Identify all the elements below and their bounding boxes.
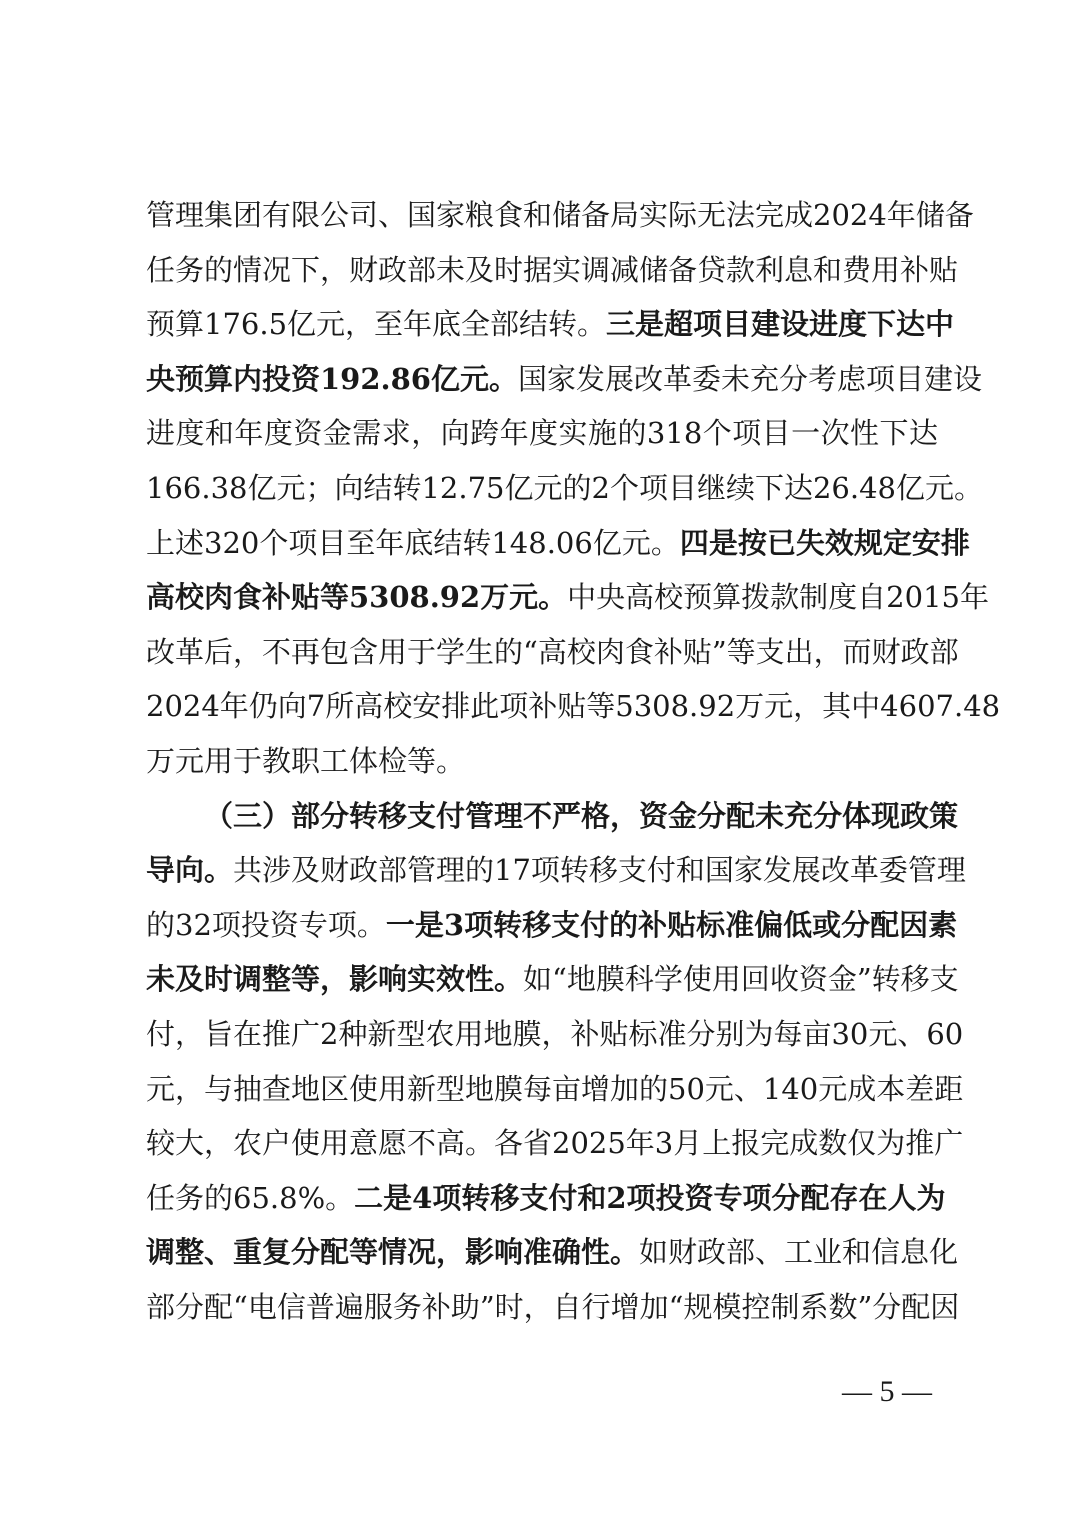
paragraph-1-line	[146, 461, 983, 516]
paragraph-2-line	[146, 1171, 946, 1226]
text-segment: 的32项投资专项。	[146, 907, 386, 942]
paragraph-1-line	[146, 516, 970, 571]
body-text	[146, 188, 1001, 1334]
text-segment: 任务的情况下，财政部未及时据实调减储备贷款利息和费用补贴	[146, 252, 959, 287]
bold-text-segment: 一是3项转移支付的补贴标准偏低或分配因素	[385, 907, 958, 942]
text-segment: 改革后，不再包含用于学生的“高校肉食补贴”等支出，而财政部	[146, 634, 959, 669]
paragraph-1-line	[146, 352, 983, 407]
text-segment: 元，与抽查地区使用新型地膜每亩增加的50元、140元成本差距	[146, 1071, 964, 1106]
paragraph-1-line	[146, 734, 938, 789]
paragraph-2-line	[146, 1007, 964, 1062]
paragraph-2-line	[146, 952, 959, 1007]
text-segment: 共涉及财政部管理的17项转移支付和国家发展改革委管理	[233, 853, 966, 888]
bold-text-segment: 高校肉食补贴等5308.92万元。	[146, 580, 568, 615]
paragraph-1-line	[146, 243, 959, 298]
paragraph-2-line	[146, 789, 959, 844]
text-segment: 进度和年度资金需求，向跨年度实施的318个项目一次性下达	[146, 416, 938, 451]
bold-text-segment: 调整、重复分配等情况，影响准确性。	[146, 1235, 640, 1270]
text-segment: 部分配“电信普遍服务补助”时，自行增加“规模控制系数”分配因	[146, 1289, 960, 1324]
paragraph-2-line	[146, 1225, 959, 1280]
text-segment: 较大，农户使用意愿不高。各省2025年3月上报完成数仅为推广	[146, 1126, 964, 1161]
text-segment: 任务的65.8%。	[146, 1180, 355, 1215]
bold-text-segment: （三）部分转移支付管理不严格，资金分配未充分体现政策	[204, 798, 959, 833]
text-segment: 预算176.5亿元，至年底全部结转。	[146, 307, 607, 342]
paragraph-2-line	[146, 1062, 964, 1117]
paragraph-1-line	[146, 406, 938, 461]
bold-text-segment: 央预算内投资192.86亿元。	[146, 361, 518, 396]
paragraph-1-line	[146, 297, 955, 352]
paragraph-1	[146, 188, 1001, 789]
text-segment: 付，旨在推广2种新型农用地膜，补贴标准分别为每亩30元、60	[146, 1016, 964, 1051]
text-segment: 管理集团有限公司、国家粮食和储备局实际无法完成2024年储备	[146, 198, 974, 232]
text-segment: 上述320个项目至年底结转148.06亿元。	[146, 525, 680, 560]
paragraph-1-line	[146, 188, 974, 243]
bold-text-segment: 三是超项目建设进度下达中	[606, 307, 955, 342]
bold-text-segment: 四是按已失效规定安排	[679, 525, 970, 560]
text-segment: 万元用于教职工体检等。	[146, 743, 466, 778]
paragraph-2-line	[146, 1280, 960, 1335]
bold-text-segment: 导向。	[146, 853, 234, 888]
paragraph-2-line	[146, 898, 958, 953]
bold-text-segment: 二是4项转移支付和2项投资专项分配存在人为	[354, 1180, 946, 1215]
paragraph-1-line	[146, 570, 989, 625]
text-segment: 国家发展改革委未充分考虑项目建设	[518, 361, 983, 396]
paragraph-2-line	[146, 843, 966, 898]
paragraph-1-line	[146, 625, 959, 680]
paragraph-2	[146, 789, 966, 1335]
text-segment: 166.38亿元；向结转12.75亿元的2个项目继续下达26.48亿元。	[146, 470, 983, 505]
text-segment: 中央高校预算拨款制度自2015年	[567, 580, 989, 615]
text-segment: 如“地膜科学使用回收资金”转移支	[523, 962, 959, 997]
bold-text-segment: 未及时调整等，影响实效性。	[146, 962, 524, 997]
text-segment: 2024年仍向7所高校安排此项补贴等5308.92万元，其中4607.48	[146, 689, 1001, 724]
paragraph-1-line	[146, 679, 1001, 734]
page-number: — 5 —	[842, 1375, 932, 1408]
paragraph-2-line	[146, 1116, 964, 1171]
text-segment: 如财政部、工业和信息化	[639, 1235, 959, 1270]
